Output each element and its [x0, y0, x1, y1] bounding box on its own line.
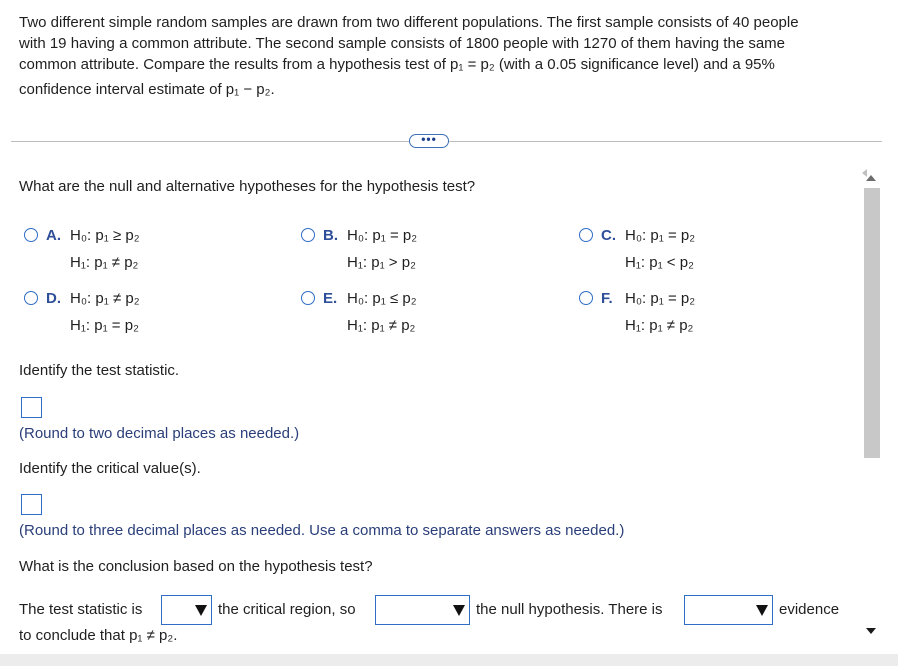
- option-c[interactable]: [579, 227, 695, 276]
- reject-decision-dropdown[interactable]: [375, 595, 470, 625]
- hypothesis-pair: [70, 285, 140, 339]
- question-test-statistic: Identify the test statistic.: [19, 362, 180, 379]
- hypothesis-pair: [625, 222, 695, 276]
- radio-button[interactable]: [24, 291, 38, 305]
- conclusion-text: the null hypothesis. There is: [476, 601, 663, 618]
- option-e[interactable]: [301, 290, 417, 339]
- option-letter: E.: [323, 290, 338, 307]
- conclusion-text: evidence: [779, 601, 840, 618]
- radio-button[interactable]: [579, 228, 593, 242]
- critical-values-input[interactable]: [21, 494, 42, 515]
- radio-button[interactable]: [24, 228, 38, 242]
- hypothesis-pair: [347, 222, 417, 276]
- problem-line: common attribute. Compare the results from a hypothesis test of p₁ = p₂ (with a 0.05 significance level) and a 95%: [19, 56, 775, 73]
- problem-line: Two different simple random samples are drawn from two different populations. The first sample consists of 40 people: [19, 14, 799, 31]
- option-letter: A.: [46, 227, 61, 244]
- hypothesis-pair: [625, 285, 695, 339]
- test-statistic-input[interactable]: [21, 397, 42, 418]
- more-icon: •••: [421, 132, 437, 146]
- problem-line: confidence interval estimate of p₁ − p₂.: [19, 81, 275, 98]
- alternative-hypothesis: H₁: p₁ < p₂: [625, 254, 694, 271]
- evidence-dropdown[interactable]: [684, 595, 773, 625]
- rounding-hint: (Round to three decimal places as needed. Use a comma to separate answers as needed.): [19, 522, 625, 539]
- alternative-hypothesis: H₁: p₁ ≠ p₂: [625, 317, 694, 334]
- bottom-toolbar: [0, 654, 898, 666]
- question-conclusion: What is the conclusion based on the hypothesis test?: [19, 558, 373, 575]
- option-b[interactable]: [301, 227, 417, 276]
- scroll-up-icon[interactable]: [866, 175, 876, 181]
- null-hypothesis: H₀: p₁ ≤ p₂: [347, 290, 417, 307]
- option-f[interactable]: [579, 290, 695, 339]
- conclusion-text: to conclude that p₁ ≠ p₂.: [19, 627, 178, 644]
- problem-statement: [19, 12, 869, 100]
- radio-button[interactable]: [579, 291, 593, 305]
- conclusion-text: The test statistic is: [19, 601, 143, 618]
- question-critical-values: Identify the critical value(s).: [19, 460, 201, 477]
- expand-button[interactable]: [409, 134, 449, 148]
- dropdown-arrow-icon: [756, 605, 768, 616]
- alternative-hypothesis: H₁: p₁ > p₂: [347, 254, 416, 271]
- conclusion-text: the critical region, so: [218, 601, 356, 618]
- option-letter: F.: [601, 290, 613, 307]
- alternative-hypothesis: H₁: p₁ = p₂: [70, 317, 139, 334]
- option-a[interactable]: [24, 227, 140, 276]
- null-hypothesis: H₀: p₁ ≠ p₂: [70, 290, 140, 307]
- dropdown-arrow-icon: [195, 605, 207, 616]
- null-hypothesis: H₀: p₁ = p₂: [625, 227, 696, 244]
- rounding-hint: (Round to two decimal places as needed.): [19, 425, 300, 442]
- null-hypothesis: H₀: p₁ ≥ p₂: [70, 227, 140, 244]
- hypothesis-pair: [70, 222, 140, 276]
- alternative-hypothesis: H₁: p₁ ≠ p₂: [347, 317, 416, 334]
- option-d[interactable]: [24, 290, 140, 339]
- option-letter: B.: [323, 227, 338, 244]
- hypothesis-pair: [347, 285, 417, 339]
- radio-button[interactable]: [301, 291, 315, 305]
- null-hypothesis: H₀: p₁ = p₂: [347, 227, 418, 244]
- question-hypotheses: What are the null and alternative hypotheses for the hypothesis test?: [19, 178, 476, 195]
- problem-line: with 19 having a common attribute. The second sample consists of 1800 people with 1270 of them having the same: [19, 35, 786, 52]
- scroll-down-icon[interactable]: [866, 628, 876, 634]
- alternative-hypothesis: H₁: p₁ ≠ p₂: [70, 254, 139, 271]
- null-hypothesis: H₀: p₁ = p₂: [625, 290, 696, 307]
- radio-button[interactable]: [301, 228, 315, 242]
- scrollbar-thumb[interactable]: [864, 188, 880, 458]
- dropdown-arrow-icon: [453, 605, 465, 616]
- statistic-region-dropdown[interactable]: [161, 595, 212, 625]
- option-letter: D.: [46, 290, 61, 307]
- option-letter: C.: [601, 227, 616, 244]
